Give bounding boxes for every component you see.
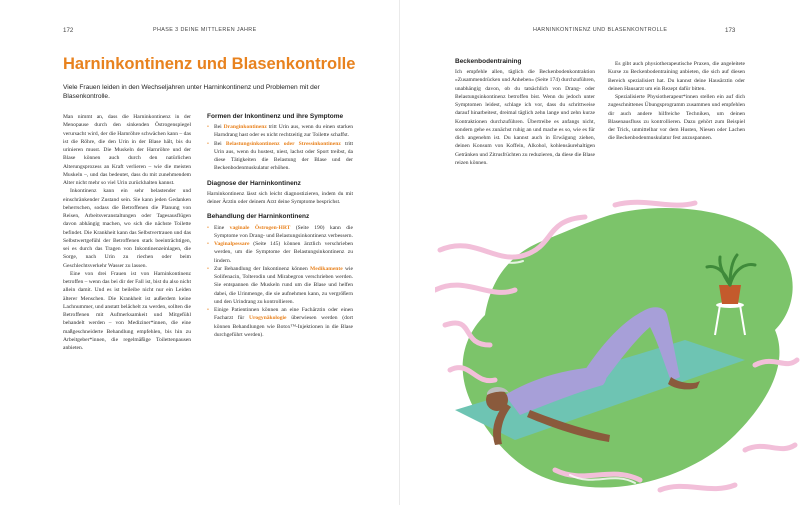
treatment-list (207, 224, 353, 340)
list-item: • Vaginalpessare (Seite 145) können ärztlich verschrieben werden, um die Symptome der Belastungsinkontinenz zu lindern. (207, 240, 353, 265)
right-column-1 (455, 58, 595, 167)
page-number-left: 172 (63, 27, 74, 34)
yoga-illustration (435, 195, 800, 505)
highlight-term: Dranginkontinenz (223, 124, 267, 131)
section-heading-pelvic-floor: Beckenbodentraining (455, 58, 522, 65)
list-item: • Einige Patientinnen können an eine Fachärztin oder einen Facharzt für Urogynäkologie überwiesen werden (dort können Behandlungen wie Botox™-Injektionen in die Blase durchgeführt werden). (207, 306, 353, 339)
running-head-right: HARNINKONTINENZ UND BLASENKONTROLLE (533, 27, 668, 33)
highlight-term: vaginale Östrogen-HRT (229, 224, 291, 231)
running-head-left: PHASE 3 DEINE MITTLEREN JAHRE (153, 27, 257, 33)
forms-list (207, 123, 353, 173)
body-paragraph: Eine von drei Frauen ist von Harninkontinenz betroffen – wenn das bei dir der Fall ist, bist du also nicht allein damit. Und es ist beileibe nicht nur ein Leiden älterer Menschen. Die Krankheit ist außerdem keine Lachnummer, und anstatt belächelt zu werden, sollten die Betroffenen mit Aufmerksamkeit und Mitgefühl behandelt werden – von Mediziner*innen, die eine maßgeschneiderte Behandlung empfehlen, bis hin zu Arbeitgeber*innen, die regelmäßige Toilettenpausen anbieten. (63, 270, 191, 351)
section-heading-forms: Formen der Inkontinenz und ihre Symptome (207, 113, 344, 120)
page-title: Harninkontinenz und Blasenkontrolle (63, 55, 356, 73)
highlight-term: Vaginalpessare (214, 241, 250, 248)
section-heading-treatment: Behandlung der Harninkontinenz (207, 213, 310, 221)
body-paragraph: Spezialisierte Physiotherapeut*innen stellen ein auf dich zugeschnittenes Übungsprogramm zusammen und empfehlen dir auch andere hilfreiche Techniken, um deinen Blasenausfluss zu kontrollieren. Dazu gehört zum Beispiel der Trick, unmittelbar vor dem Husten, Niesen oder Lachen die Beckenbodenmuskulatur fest anzuspannen. (608, 94, 745, 142)
list-item: • Eine vaginale Östrogen-HRT (Seite 190) kann die Symptome von Drang- und Belastungsinkontinenz verbessern. (207, 224, 353, 241)
right-column-2 (608, 60, 745, 143)
body-paragraph: Man nimmt an, dass die Harninkontinenz in der Menopause durch den sinkenden Östrogenspiegel verursacht wird, der die Harnröhre schwächen kann – das ist die Röhre, die den Urin in der Blase hält, bis du urinieren musst. Die Muskeln der Harnröhre und der Blase können auch durch den natürlichen Alterungsprozess an Kraft verlieren – wie die meisten Muskeln –, und das bedeutet, dass du mit zunehmendem Alter nicht mehr so viel Urin zurückhalten kannst. (63, 114, 191, 186)
highlight-term: Urogynäkologie (249, 315, 287, 322)
body-paragraph: Ich empfehle allen, täglich die Beckenbodenkontraktion »Zusammendrücken und Anheben« (Seite 174) durchzuführen, unabhängig davon, ob du tatsächlich von Drang- oder Belastungsinkontinenz betroffen bist. Wenn du jedoch unter Symptomen leidest, schlage ich vor, dass du schrittweise darauf hinarbeitest, dreimal täglich zehn lange und zehn kurze Kontraktionen durchzuführen. Übertreibe es anfangs nicht, sondern gehe es zunächst ruhig an und mache es so, wie es für dich angenehm ist. Du kannst auch in Erwägung ziehen, deinen Konsum von Koffein, Alkohol, kohlensäurehaltigen Getränken und Zitrusfrüchten zu reduzieren, da diese die Blase reizen können. (455, 69, 596, 166)
diagnosis-text: Harninkontinenz lässt sich leicht diagnostizieren, indem du mit deiner Ärztin oder deinem Arzt deine Symptome besprichst. (207, 190, 353, 206)
section-heading-diagnosis: Diagnose der Harninkontinenz (207, 179, 301, 187)
body-paragraph: Inkontinenz kann ein sehr belastender und einschränkender Zustand sein. Sie kann jeden Gedanken beherrschen, sodass die Betroffenen die Planung von Reisen, Arbeitsveranstaltungen oder Tagesausflügen davon abhängig machen, wo sich die nächste Toilette befindet. Die Krankheit kann das Selbstvertrauen und das Selbstwertgefühl der Betroffenen stark beeinträchtigen, sei es durch das Tragen von Inkontinenzeinlagen, die Sorge, nach Urin zu riechen oder beim Geschlechtsverkehr Wasser zu lassen. (63, 188, 191, 269)
highlight-term: Belastungsinkontinenz oder Stressinkontinenz (225, 140, 341, 147)
body-paragraph: Es gibt auch physiotherapeutische Praxen, die angeleitete Kurse zu Beckenbodentraining anbieten, die sich auf diesen Bereich spezialisiert hat. Du kannst deine Hausärztin oder deinen Hausarzt um ein Rezept dafür bitten. (608, 61, 745, 92)
page-number-right: 173 (725, 27, 736, 34)
list-item: • Bei Belastungsinkontinenz oder Stressinkontinenz tritt Urin aus, wenn du hustest, niest, lachst oder Sport treibst, da diese Tätigkeiten die Belastung der Blase und der Beckenbodenmuskulatur erhöhen. (207, 140, 353, 173)
list-item: • Bei Dranginkontinenz tritt Urin aus, wenn du einen starken Harndrang hast oder es nicht rechtzeitig zur Toilette schaffst. (207, 123, 353, 140)
lead-paragraph: Viele Frauen leiden in den Wechseljahren unter Harninkontinenz und Problemen mit der Blasenkontrolle. (63, 84, 320, 101)
left-column-2 (207, 113, 353, 339)
list-item: • Zur Behandlung der Inkontinenz können Medikamente wie Solifenacin, Tolterodin und Mirabegron verschrieben werden. Sie entspannen die Muskeln rund um die Blase und helfen dabei, die Urinmenge, die sie aufnehmen kann, zu vergrößern und den Urindrang zu kontrollieren. (207, 265, 353, 306)
highlight-term: Medikamente (310, 265, 343, 272)
left-column-1 (63, 113, 191, 352)
